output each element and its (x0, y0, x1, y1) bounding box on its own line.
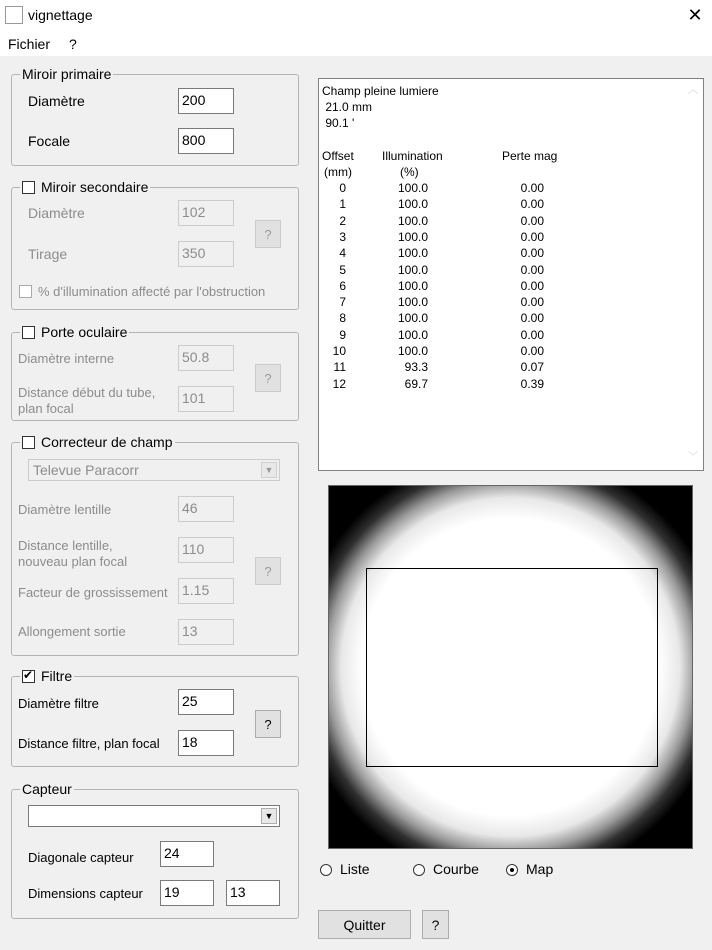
radio-courbe[interactable] (413, 861, 479, 877)
sensor-select[interactable] (28, 805, 280, 827)
result-illum-cell: 100.0 (397, 213, 428, 228)
result-perte-cell: 0.07 (520, 360, 544, 375)
result-offset-cell: 1 (339, 197, 346, 212)
result-offset-cell: 5 (339, 262, 346, 277)
result-offset-cell: 3 (339, 229, 346, 244)
menu-help[interactable]: ? (69, 36, 77, 52)
result-illum-cell: 100.0 (397, 344, 428, 358)
vignetting-map (328, 485, 693, 849)
col-illumination-header: Illumination (382, 149, 443, 163)
corrector-model-value: Televue Paracorr (33, 462, 139, 478)
radio-courbe-label: Courbe (433, 861, 479, 877)
eyepiece-title: Porte oculaire (41, 324, 128, 340)
result-illum-cell: 100.0 (397, 246, 428, 261)
radio-liste-label: Liste (340, 861, 370, 877)
result-offset-cell: 10 (332, 344, 346, 358)
group-title (20, 434, 175, 450)
result-perte-cell: 0.39 (520, 376, 544, 391)
eyepiece-diameter-input[interactable]: 50.8 (178, 345, 234, 371)
secondary-help-button[interactable]: ? (255, 220, 281, 248)
result-perte-cell: 0.00 (520, 197, 544, 212)
sensor-diagonal-input[interactable]: 24 (160, 841, 214, 867)
result-offset-cell: 0 (339, 181, 346, 195)
group-secondary-mirror (11, 179, 299, 310)
eyepiece-diameter-label: Diamètre interne (18, 351, 115, 366)
result-offset-cell: 4 (339, 246, 346, 261)
filter-distance-input[interactable]: 18 (178, 730, 234, 756)
help-button[interactable]: ? (422, 910, 449, 939)
filter-checkbox[interactable] (22, 670, 35, 683)
primary-diameter-label: Diamètre (28, 93, 85, 109)
radio-courbe-indicator[interactable] (413, 864, 425, 876)
result-perte-cell: 0.00 (520, 295, 544, 310)
corrector-checkbox[interactable] (22, 436, 35, 449)
eyepiece-distance-label: Distance début du tube, plan focal (18, 385, 156, 416)
title-bar (0, 0, 712, 32)
group-eyepiece (11, 324, 299, 421)
corrector-distance-input[interactable]: 110 (178, 537, 234, 563)
menu-bar (0, 32, 712, 56)
menu-fichier[interactable]: Fichier (8, 36, 51, 52)
group-title (20, 324, 129, 340)
corrector-magnification-label: Facteur de grossissement (18, 585, 168, 600)
result-perte-cell: 0.00 (520, 229, 544, 244)
sensor-width-input[interactable]: 19 (160, 880, 214, 906)
filter-title: Filtre (41, 668, 73, 684)
result-illum-cell: 69.7 (404, 376, 428, 391)
corrector-extension-input[interactable]: 13 (178, 619, 234, 645)
primary-focal-input[interactable]: 800 (178, 128, 234, 154)
window-title: vignettage (28, 7, 93, 23)
secondary-tirage-label: Tirage (28, 246, 68, 262)
result-illum-cell: 100.0 (397, 262, 428, 277)
result-perte-cell: 0.00 (520, 213, 544, 228)
result-header-title: Champ pleine lumiere (322, 84, 439, 98)
col-perte-header: Perte mag (502, 149, 558, 163)
result-offset-cell: 9 (339, 327, 346, 342)
scroll-up-icon[interactable]: ︿ (688, 85, 698, 96)
radio-map-indicator[interactable] (506, 864, 518, 876)
result-offset-cell: 11 (333, 360, 346, 375)
result-offset-cell: 6 (339, 278, 346, 293)
result-perte-cell: 0.00 (520, 278, 544, 293)
radio-liste[interactable] (320, 861, 370, 877)
group-title (20, 668, 74, 684)
group-title (20, 179, 150, 195)
result-illum-cell: 100.0 (397, 311, 428, 326)
corrector-lens-label: Diamètre lentille (18, 502, 112, 517)
group-title: Capteur (22, 781, 72, 797)
sensor-dimensions-label: Dimensions capteur (28, 886, 143, 901)
corrector-extension-label: Allongement sortie (18, 624, 126, 639)
result-perte-cell: 0.00 (520, 344, 544, 358)
col-offset-header: Offset (322, 149, 354, 163)
result-illum-cell: 100.0 (397, 181, 428, 195)
chevron-down-icon[interactable]: ▼ (261, 808, 277, 824)
corrector-magnification-input[interactable]: 1.15 (178, 578, 234, 604)
corrector-model-select[interactable] (28, 459, 280, 481)
filter-diameter-input[interactable]: 25 (178, 689, 234, 715)
secondary-tirage-input[interactable]: 350 (178, 241, 234, 267)
filter-help-button[interactable]: ? (255, 710, 281, 738)
primary-focal-label: Focale (28, 133, 71, 149)
primary-diameter-input[interactable]: 200 (178, 88, 234, 114)
sensor-height-input[interactable]: 13 (226, 880, 280, 906)
result-offset-cell: 7 (339, 295, 346, 310)
result-perte-cell: 0.00 (520, 262, 544, 277)
radio-map-label: Map (526, 861, 554, 877)
chevron-down-icon[interactable]: ▼ (261, 462, 277, 478)
result-header-mm: 21.0 mm (322, 100, 373, 114)
scroll-down-icon[interactable]: ﹀ (688, 451, 698, 463)
result-header-arcmin: 90.1 ' (322, 116, 355, 130)
col-illumination-unit: (%) (400, 165, 419, 179)
secondary-checkbox[interactable] (22, 181, 35, 194)
secondary-title: Miroir secondaire (41, 179, 149, 195)
corrector-help-button[interactable]: ? (255, 557, 281, 585)
result-perte-cell: 0.00 (520, 181, 544, 195)
result-illum-cell: 100.0 (397, 229, 428, 244)
result-illum-cell: 100.0 (397, 327, 428, 342)
group-filter (11, 668, 299, 767)
app-icon (5, 6, 23, 24)
obstruction-option[interactable] (19, 284, 265, 299)
quit-button[interactable]: Quitter (318, 910, 411, 939)
result-illum-cell: 100.0 (397, 295, 428, 310)
results-textbox[interactable] (318, 78, 704, 471)
result-illum-cell: 100.0 (397, 278, 428, 293)
corrector-title: Correcteur de champ (41, 434, 173, 450)
close-icon[interactable]: ✕ (687, 5, 703, 25)
result-perte-cell: 0.00 (520, 246, 544, 261)
group-field-corrector (11, 434, 299, 656)
radio-map[interactable] (506, 861, 553, 877)
result-offset-cell: 8 (339, 311, 346, 326)
group-primary-mirror (11, 66, 299, 166)
filter-diameter-label: Diamètre filtre (18, 696, 99, 711)
obstruction-checkbox[interactable] (19, 285, 32, 298)
radio-liste-indicator[interactable] (320, 864, 332, 876)
result-offset-cell: 12 (332, 376, 346, 391)
eyepiece-distance-input[interactable]: 101 (178, 386, 234, 412)
obstruction-label: % d'illumination affecté par l'obstruction (38, 284, 266, 299)
secondary-diameter-label: Diamètre (28, 205, 85, 221)
result-perte-cell: 0.00 (520, 327, 544, 342)
eyepiece-checkbox[interactable] (22, 326, 35, 339)
filter-distance-label: Distance filtre, plan focal (18, 736, 160, 751)
col-offset-unit: (mm) (324, 165, 352, 179)
result-illum-cell: 93.3 (404, 360, 428, 375)
secondary-diameter-input[interactable]: 102 (178, 200, 234, 226)
result-illum-cell: 100.0 (397, 197, 428, 212)
group-title: Miroir primaire (22, 66, 112, 82)
eyepiece-help-button[interactable]: ? (255, 364, 281, 392)
corrector-distance-label: Distance lentille, nouveau plan focal (18, 538, 128, 569)
group-sensor (11, 781, 299, 919)
corrector-lens-input[interactable]: 46 (178, 496, 234, 522)
result-offset-cell: 2 (339, 213, 346, 228)
sensor-rectangle (366, 568, 658, 767)
result-perte-cell: 0.00 (520, 311, 544, 326)
sensor-diagonal-label: Diagonale capteur (28, 850, 134, 865)
